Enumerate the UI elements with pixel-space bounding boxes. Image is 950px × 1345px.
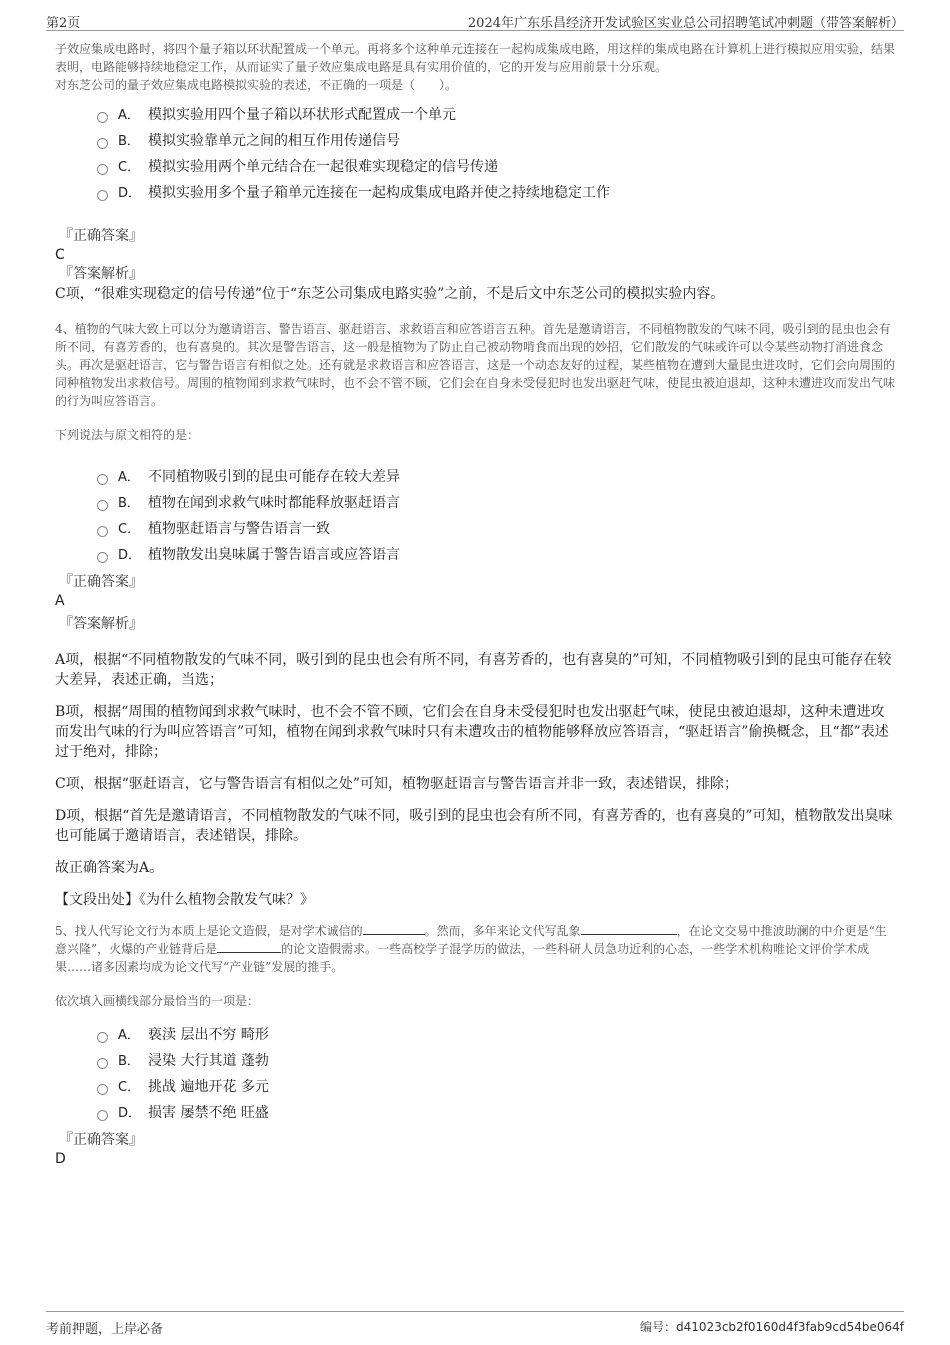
q3-analysis: C项，“很难实现稳定的信号传递”位于“东芝公司集成电路实验”之前，不是后文中东芝公司的模拟实验内容。 <box>55 286 725 302</box>
page-footer <box>46 1311 904 1338</box>
q3-options <box>97 102 895 206</box>
q4-conclusion: 故正确答案为A。 <box>55 860 164 876</box>
q4-source: 【文段出处】《为什么植物会散发气味？》 <box>55 892 314 908</box>
radio-icon[interactable] <box>97 1110 108 1121</box>
q5-stem: 依次填入画横线部分最恰当的一项是： <box>55 994 260 1008</box>
radio-icon[interactable] <box>97 552 108 563</box>
radio-icon[interactable] <box>97 1032 108 1043</box>
q4-stem: 下列说法与原文相符的是： <box>55 428 200 442</box>
radio-icon[interactable] <box>97 112 108 123</box>
q3-option-c[interactable]: C． 模拟实验用两个单元结合在一起很难实现稳定的信号传递 <box>97 154 895 180</box>
q4-analysis-label: 『答案解析』 <box>59 616 143 632</box>
radio-icon[interactable] <box>97 190 108 201</box>
q4-option-b[interactable]: B． 植物在闻到求救气味时都能释放驱赶语言 <box>97 490 895 516</box>
radio-icon[interactable] <box>97 164 108 175</box>
fill-blank-2 <box>581 922 677 935</box>
fill-blank-1 <box>363 922 425 935</box>
main-content <box>55 40 895 1168</box>
page-number: 第2页 <box>46 16 81 31</box>
q4-passage: 4、植物的气味大致上可以分为邀请语言、警告语言、驱赶语言、求救语言和应答语言五种。首先是邀请语言，不同植物散发的气味不同，吸引到的昆虫也会有所不同，有喜芳香的，也有喜臭的。其次是警告语言，这一般是植物为了防止自己被动物啃食而出现的妙招，它们散发的气味或许可以令某些动物打消进食念头。再次是驱赶语言，它与警告语言有相似之处。还有就是求救语言和应答语言，这是一个动态友好的过程，某些植物在遭到大量昆虫进攻时，它们会向周围的同种植物发出求救信号。周围的植物闻到求救气味时，也不会不管不顾，它们会在自身未受侵犯时也发出驱赶气味，使昆虫被迫退却，这种未遭进攻而发出气味的行为叫应答语言。 <box>55 322 896 408</box>
radio-icon[interactable] <box>97 1058 108 1069</box>
q3-answer: C <box>55 247 65 263</box>
fill-blank-3 <box>217 940 281 953</box>
q4-analysis-d: D项，根据“首先是邀请语言，不同植物散发的气味不同，吸引到的昆虫也会有所不同，有喜芳香的，也有喜臭的”可知，植物散发出臭味也可能属于邀请语言，表述错误，排除。 <box>55 808 893 844</box>
q5-options <box>97 1022 895 1126</box>
q4-analysis-c: C项，根据“驱赶语言，它与警告语言有相似之处”可知，植物驱赶语言与警告语言并非一致，表述错误，排除； <box>55 776 739 792</box>
radio-icon[interactable] <box>97 1084 108 1095</box>
q5-option-b[interactable]: B． 浸染 大行其道 蓬勃 <box>97 1048 895 1074</box>
radio-icon[interactable] <box>97 500 108 511</box>
q4-answer-label: 『正确答案』 <box>59 574 143 590</box>
q3-passage: 子效应集成电路时，将四个量子箱以环状配置成一个单元。再将多个这种单元连接在一起构成集成电路，用这样的集成电路在计算机上进行模拟应用实验，结果表明，电路能够持续地稳定工作，从而证实了量子效应集成电路是具有实用价值的，它的开发与应用前景十分乐观。 <box>55 42 896 74</box>
radio-icon[interactable] <box>97 474 108 485</box>
q5-answer-label: 『正确答案』 <box>59 1132 143 1148</box>
q4-analysis-b: B项，根据“周围的植物闻到求救气味时，也不会不管不顾，它们会在自身未受侵犯时也发出驱赶气味，使昆虫被迫退却，这种未遭进攻而发出气味的行为叫应答语言”可知，植物在闻到求救气味时只有未遭攻击的植物能够释放应答语言，“驱赶语言”偷换概念，且“都”表述过于绝对，排除； <box>55 704 889 760</box>
q3-stem: 对东芝公司的量子效应集成电路模拟实验的表述，不正确的一项是（ ）。 <box>55 78 458 92</box>
q4-option-a[interactable]: A． 不同植物吸引到的昆虫可能存在较大差异 <box>97 464 895 490</box>
q4-analysis-a: A项，根据“不同植物散发的气味不同，吸引到的昆虫也会有所不同，有喜芳香的，也有喜臭的”可知，不同植物吸引到的昆虫可能存在较大差异，表述正确，当选； <box>55 652 892 688</box>
q3-analysis-label: 『答案解析』 <box>59 266 143 282</box>
page-header <box>46 8 904 31</box>
q5-answer: D <box>55 1151 66 1167</box>
footer-slogan: 考前押题，上岸必备 <box>46 1322 164 1337</box>
radio-icon[interactable] <box>97 526 108 537</box>
q3-option-b[interactable]: B． 模拟实验靠单元之间的相互作用传递信号 <box>97 128 895 154</box>
q5-option-d[interactable]: D． 损害 屡禁不绝 旺盛 <box>97 1100 895 1126</box>
q4-option-c[interactable]: C． 植物驱赶语言与警告语言一致 <box>97 516 895 542</box>
q3-option-d[interactable]: D． 模拟实验用多个量子箱单元连接在一起构成集成电路并使之持续地稳定工作 <box>97 180 895 206</box>
q4-answer: A <box>55 593 65 609</box>
q5-option-c[interactable]: C． 挑战 遍地开花 多元 <box>97 1074 895 1100</box>
q3-answer-label: 『正确答案』 <box>59 228 143 244</box>
radio-icon[interactable] <box>97 138 108 149</box>
q5-option-a[interactable]: A． 亵渎 层出不穷 畸形 <box>97 1022 895 1048</box>
q5-passage: 5、找人代写论文行为本质上是论文造假，是对学术诚信的 。然而，多年来论文代写乱象 ，在论文交易中推波助澜的中介更是“生意兴隆”，火爆的产业链背后是 的论文造假需求。一些高校学子混学历的做法，一些科研人员急功近利的心态，一些学术机构唯论文评价学术成果……诸多因素均成为论文代写“产业链”发展的推手。 <box>55 924 887 974</box>
document-id: 编号：d41023cb2f0160d4f3fab9cd54be064f <box>640 1320 904 1334</box>
document-title: 2024年广东乐昌经济开发试验区实业总公司招聘笔试冲刺题（带答案解析） <box>467 16 904 31</box>
q4-options <box>97 464 895 568</box>
q3-option-a[interactable]: A． 模拟实验用四个量子箱以环状形式配置成一个单元 <box>97 102 895 128</box>
q4-option-d[interactable]: D． 植物散发出臭味属于警告语言或应答语言 <box>97 542 895 568</box>
